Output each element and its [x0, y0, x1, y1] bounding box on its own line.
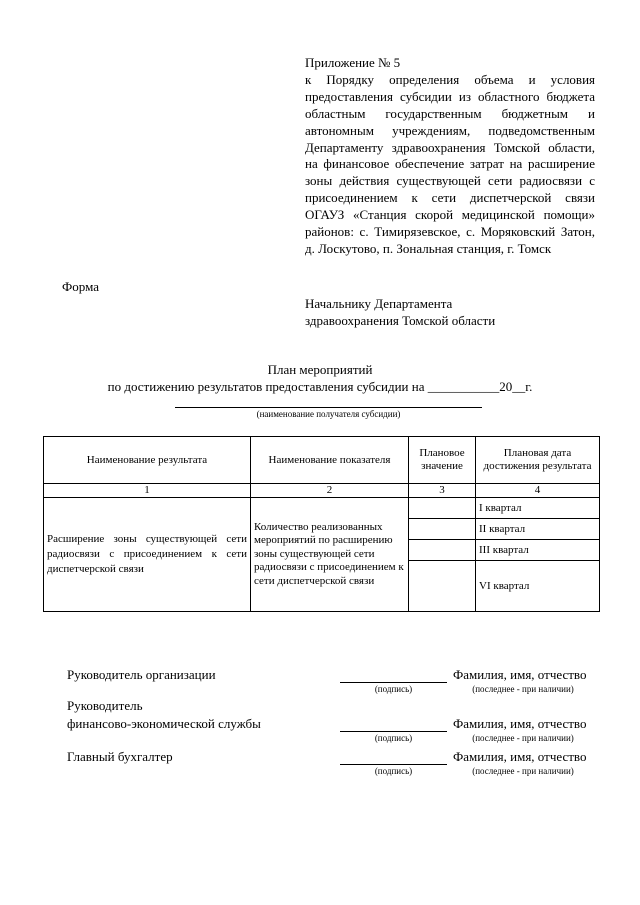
planned-value-cell-q3[interactable] — [409, 540, 476, 561]
signature-role-finance-2: финансово-экономической службы — [67, 716, 261, 731]
appendix-block — [305, 55, 595, 258]
signature-line-finance[interactable] — [340, 731, 447, 732]
header-indicator: Наименование показателя — [251, 437, 409, 484]
table-number-row — [44, 484, 600, 498]
plan-title: План мероприятий — [267, 362, 373, 377]
signature-role-accountant: Главный бухгалтер — [67, 749, 173, 764]
table-row — [44, 498, 600, 519]
signature-line-head[interactable] — [340, 682, 447, 683]
column-number: 4 — [476, 484, 600, 498]
quarter-cell: II квартал — [476, 519, 600, 540]
signature-caption: (подпись) — [374, 733, 413, 743]
table-header-row — [44, 437, 600, 484]
appendix-text: к Порядку определения объема и условия предоставления субсидии из областного бюджета областным государственным бюджетным и автономным учреждениям, подведомственным Департаменту здравоохранения Томской области, на финансовое обеспечение затрат на расширение зоны действия существующей сети радиосвязи с присоединением к сети диспетчерской связи ОГАУЗ «Станция скорой медицинской помощи» районов: с. Тимирязевское, с. Моряковский Затон, д. Лоскутово, п. Зональная станция, г. Томск — [305, 71, 595, 256]
quarter-cell: VI квартал — [476, 561, 600, 612]
header-planned-date: Плановая дата достижения результата — [476, 437, 600, 484]
fio-label: Фамилия, имя, отчество — [453, 749, 587, 764]
quarter-cell: III квартал — [476, 540, 600, 561]
plan-subtitle: по достижению результатов предоставления субсидии на ___________20__г. — [107, 379, 533, 394]
fio-caption: (последнее - при наличии) — [472, 733, 574, 743]
signature-role-finance-1: Руководитель — [67, 698, 143, 713]
fio-caption: (последнее - при наличии) — [472, 684, 574, 694]
column-number: 1 — [44, 484, 251, 498]
column-number: 3 — [409, 484, 476, 498]
planned-value-cell-q4[interactable] — [409, 561, 476, 612]
header-planned-value: Плановое значение — [409, 437, 476, 484]
fio-label: Фамилия, имя, отчество — [453, 716, 587, 731]
planned-value-cell-q1[interactable] — [409, 498, 476, 519]
indicator-cell: Количество реализованных мероприятий по расширению зоны существующей сети радиосвязи с присоединением к сети диспетчерской связи — [251, 498, 409, 612]
plan-table — [43, 436, 600, 612]
signature-role-head: Руководитель организации — [67, 667, 216, 682]
signature-line-accountant[interactable] — [340, 764, 447, 765]
planned-value-cell-q2[interactable] — [409, 519, 476, 540]
fio-caption: (последнее - при наличии) — [472, 766, 574, 776]
result-cell: Расширение зоны существующей сети радиосвязи с присоединением к сети диспетчерской связи — [44, 498, 251, 612]
quarter-cell: I квартал — [476, 498, 600, 519]
addressee-block — [305, 296, 495, 329]
addressee-line-1: Начальнику Департамента — [305, 296, 453, 311]
column-number: 2 — [251, 484, 409, 498]
form-label: Форма — [62, 279, 99, 294]
recipient-caption: (наименование получателя субсидии) — [256, 409, 401, 419]
recipient-name-line[interactable] — [175, 407, 482, 408]
fio-label: Фамилия, имя, отчество — [453, 667, 587, 682]
plan-title-block — [40, 361, 600, 395]
appendix-title: Приложение № 5 — [305, 55, 401, 70]
signature-caption: (подпись) — [374, 766, 413, 776]
addressee-line-2: здравоохранения Томской области — [305, 312, 496, 328]
signature-caption: (подпись) — [374, 684, 413, 694]
header-result: Наименование результата — [44, 437, 251, 484]
